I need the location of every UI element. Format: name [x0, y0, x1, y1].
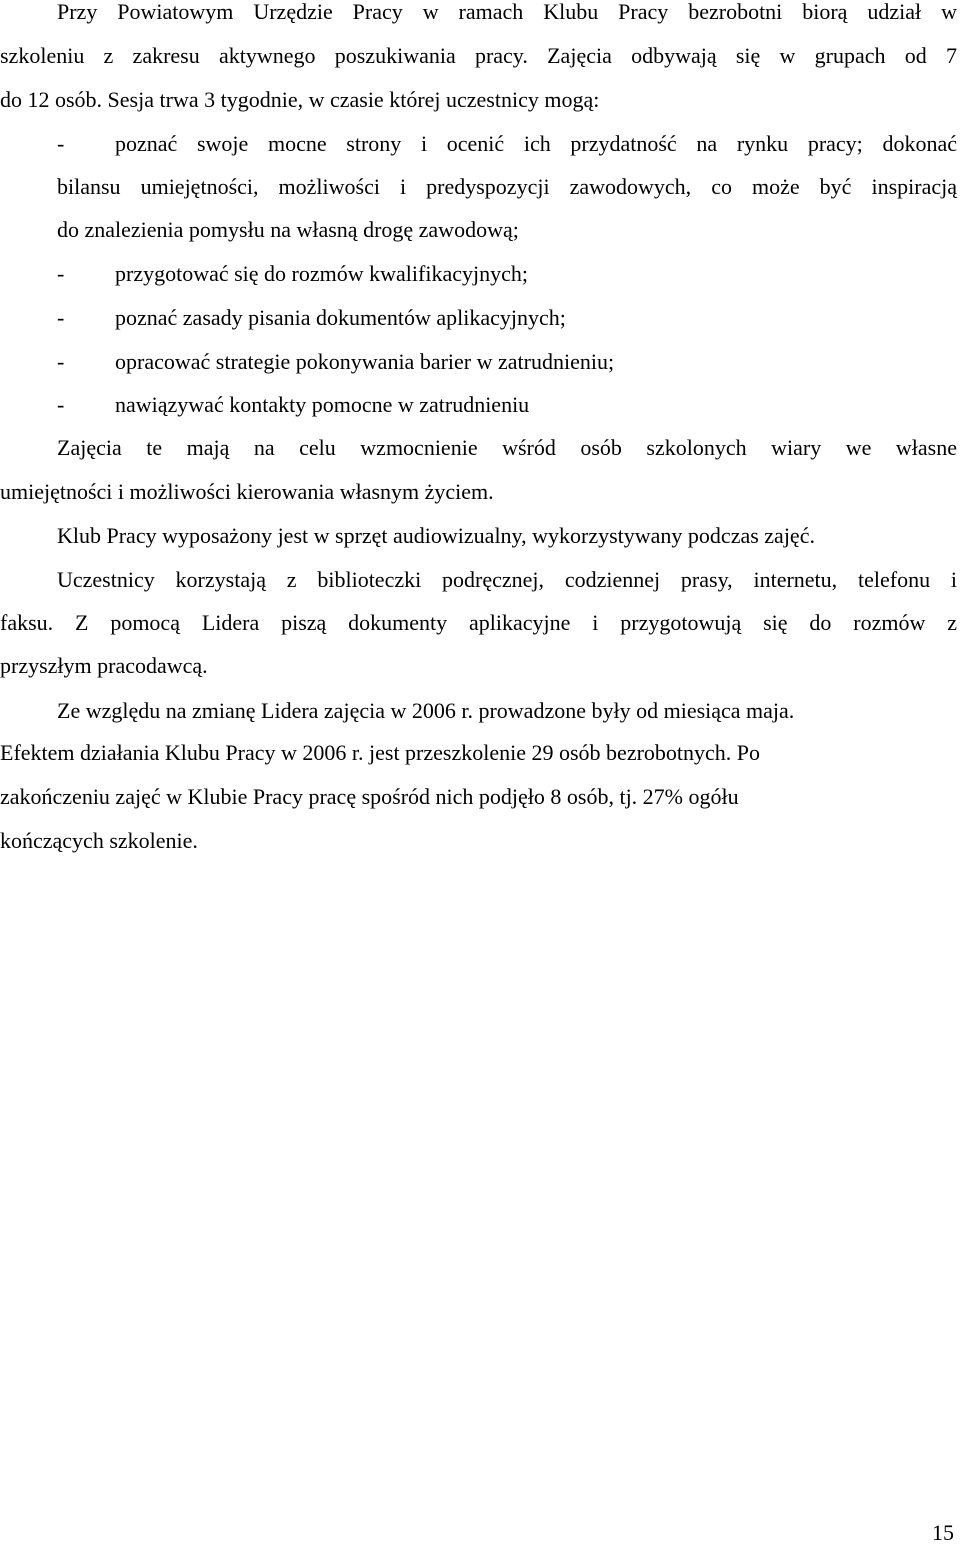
- text-line: zakończeniu zajęć w Klubie Pracy pracę spośród nich podjęło 8 osób, tj. 27% ogółu: [0, 784, 739, 809]
- text-line: przyszłym pracodawcą.: [0, 653, 208, 678]
- text-line: Ze względu na zmianę Lidera zajęcia w 2006 r. prowadzone były od miesiąca maja.: [57, 698, 795, 723]
- text-line: faksu. Z pomocą Lidera piszą dokumenty aplikacyjne i przygotowują się do rozmów z: [0, 610, 957, 635]
- text-line: Przy Powiatowym Urzędzie Pracy w ramach Klubu Pracy bezrobotni biorą udział w: [57, 0, 957, 24]
- text-line: Zajęcia te mają na celu wzmocnienie wśród osób szkolonych wiary we własne: [57, 435, 957, 460]
- list-bullet: -: [57, 392, 65, 417]
- text-line: umiejętności i możliwości kierowania własnym życiem.: [0, 479, 494, 504]
- text-line: Klub Pracy wyposażony jest w sprzęt audiowizualny, wykorzystywany podczas zajęć.: [57, 523, 815, 548]
- list-item-text: przygotować się do rozmów kwalifikacyjnych;: [115, 261, 528, 286]
- list-item-text: do znalezienia pomysłu na własną drogę zawodową;: [57, 217, 519, 242]
- text-line: Uczestnicy korzystają z biblioteczki podręcznej, codziennej prasy, internetu, telefonu i: [57, 567, 957, 592]
- list-item-text: bilansu umiejętności, możliwości i predyspozycji zawodowych, co może być inspiracją: [57, 174, 957, 199]
- list-bullet: -: [57, 261, 65, 286]
- list-bullet: -: [57, 131, 65, 156]
- list-item-text: opracować strategie pokonywania barier w zatrudnieniu;: [115, 349, 615, 374]
- text-line: do 12 osób. Sesja trwa 3 tygodnie, w czasie której uczestnicy mogą:: [0, 87, 600, 112]
- page-number: 15: [932, 1520, 954, 1545]
- text-line: Efektem działania Klubu Pracy w 2006 r. jest przeszkolenie 29 osób bezrobotnych. Po: [0, 740, 761, 765]
- text-line: szkoleniu z zakresu aktywnego poszukiwania pracy. Zajęcia odbywają się w grupach od 7: [0, 43, 957, 68]
- list-item-text: poznać zasady pisania dokumentów aplikacyjnych;: [115, 305, 566, 330]
- list-item-text: poznać swoje mocne strony i ocenić ich przydatność na rynku pracy; dokonać: [115, 131, 957, 156]
- list-bullet: -: [57, 305, 65, 330]
- text-line: kończących szkolenie.: [0, 828, 198, 853]
- list-item-text: nawiązywać kontakty pomocne w zatrudnieniu: [115, 392, 530, 417]
- list-bullet: -: [57, 349, 65, 374]
